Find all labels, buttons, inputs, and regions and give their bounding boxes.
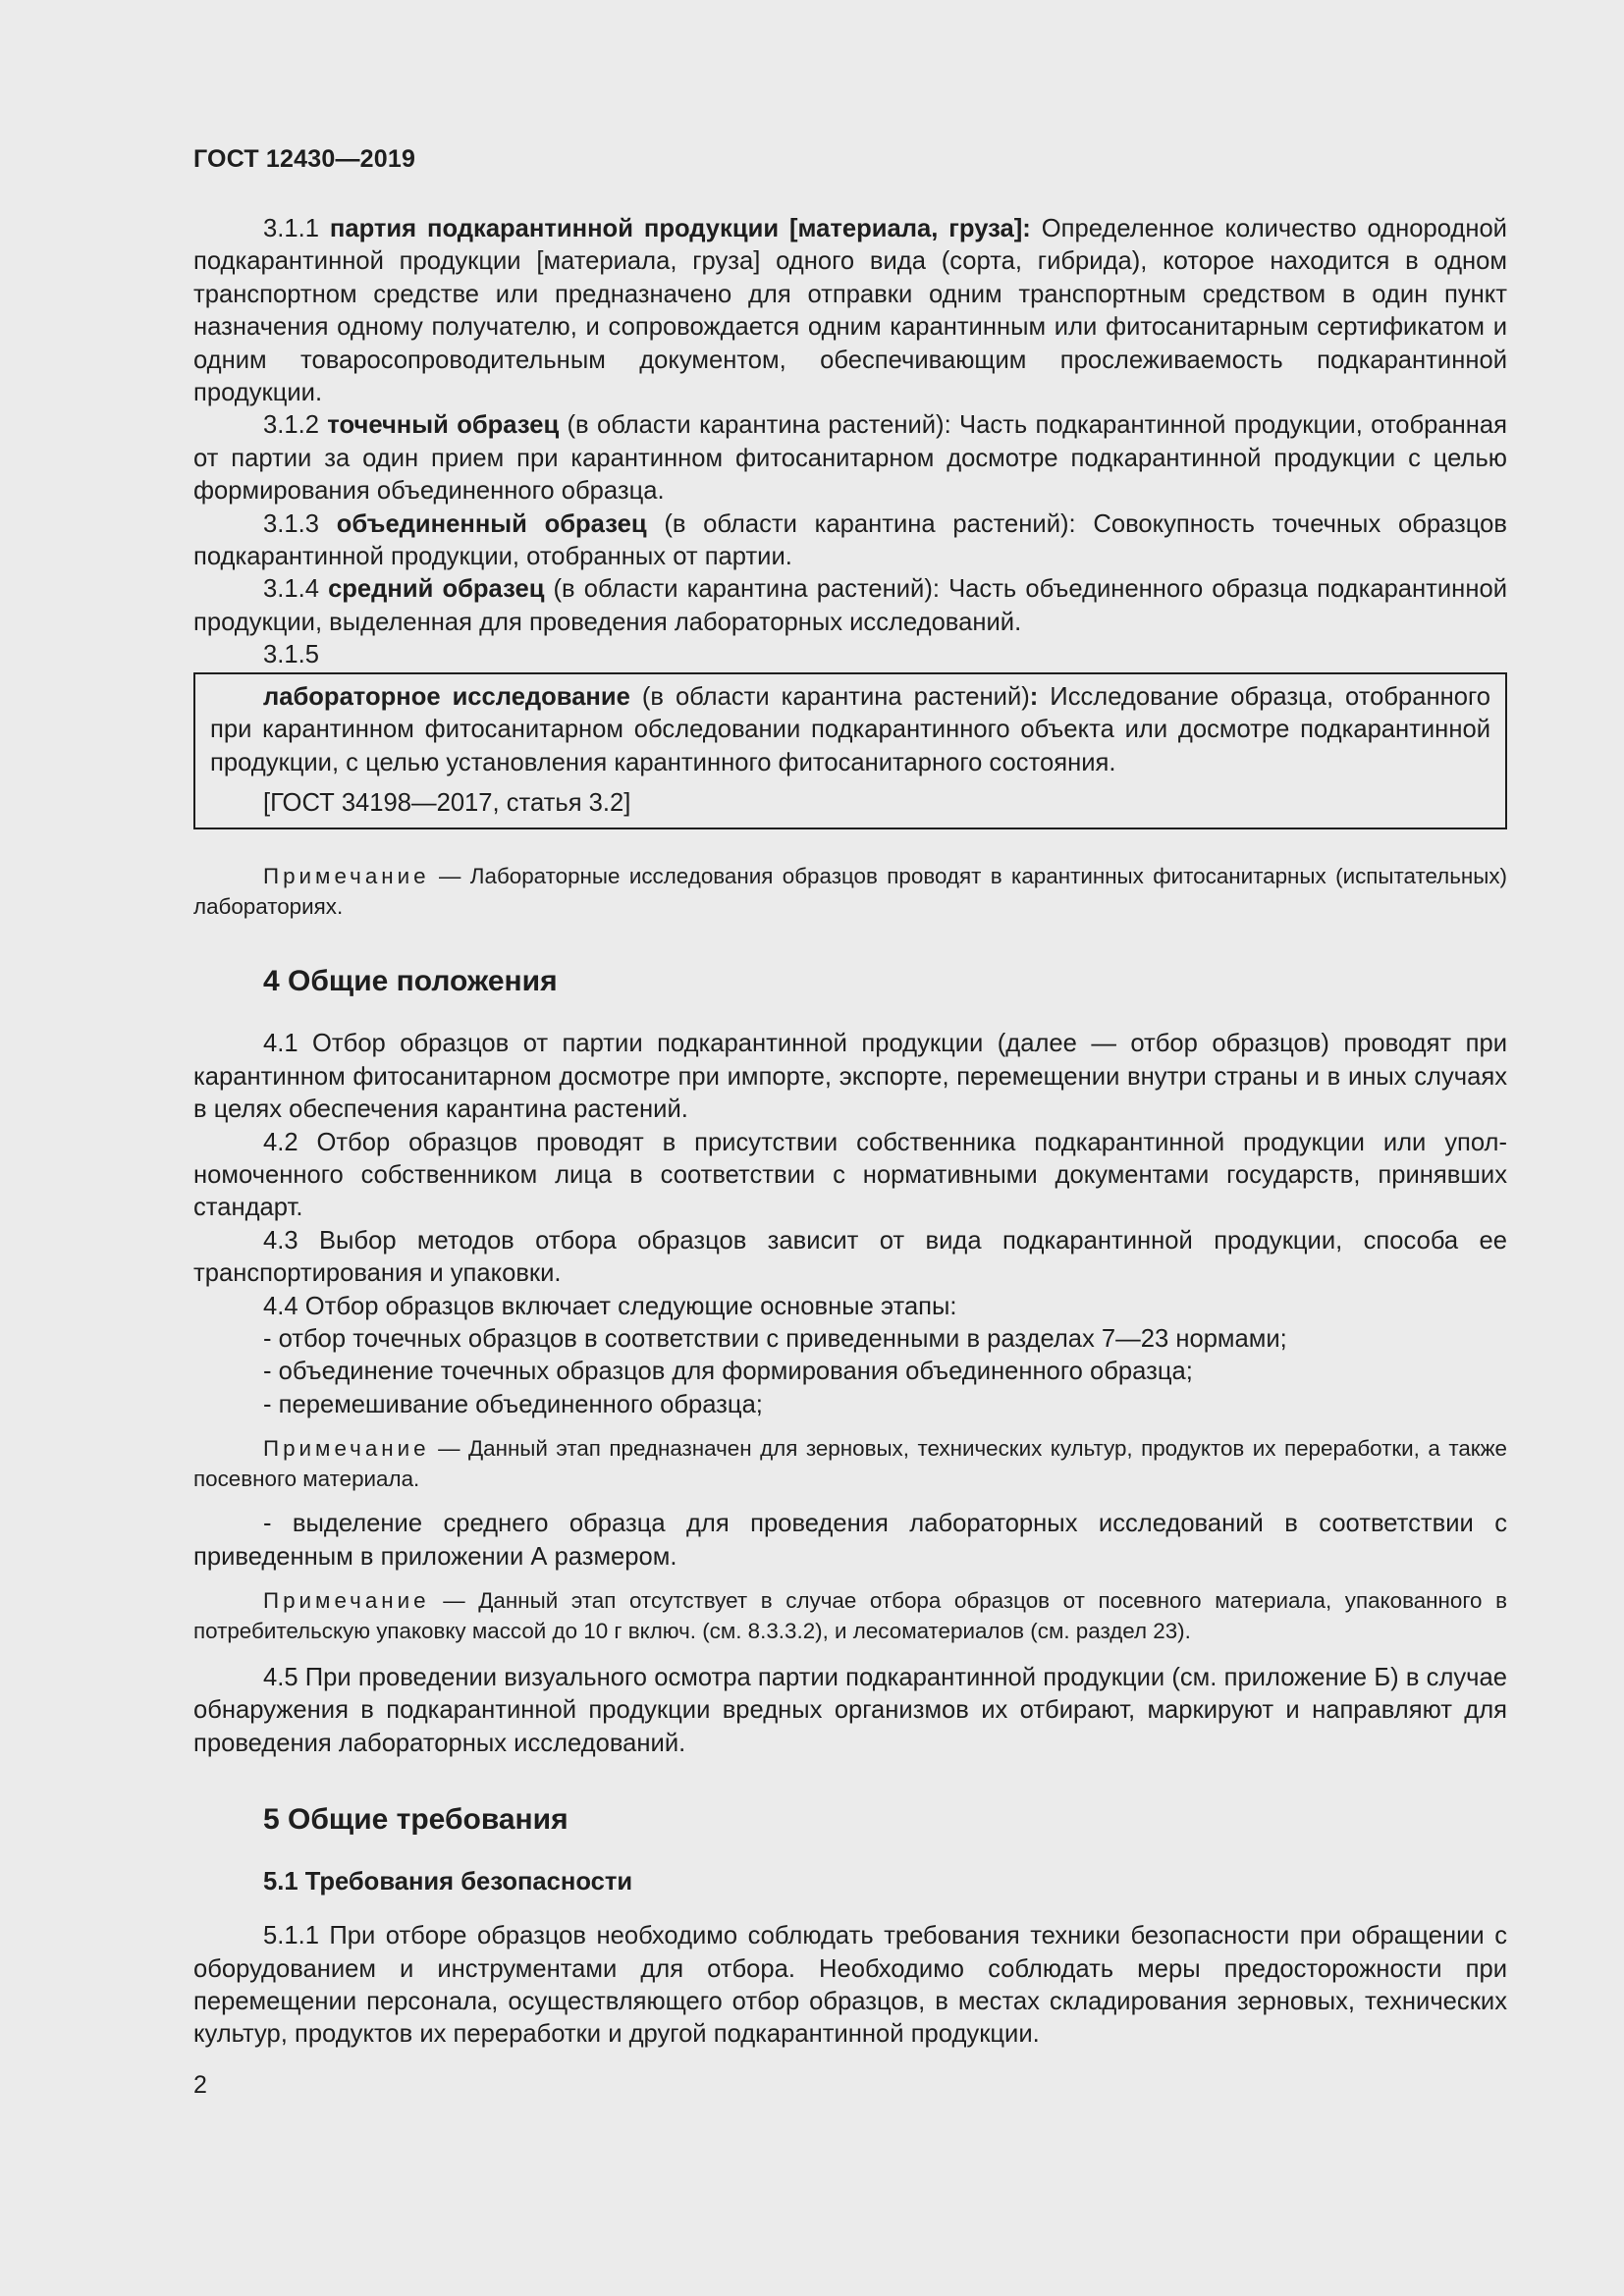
term-definition: Определенное количество однородной подкарантинной продукции [материала, груза] одного вида (сорта, гибрида), которое находится в одном транспортном средстве или предназначено для отправки одним транспортным средством в один пункт назначения одному получателю, и сопровождается одним карантинным или фитосанитарным сертификатом и одним товаросопроводительным документом, обеспечивающим прослеживаемость подкарантинной продукции.	[193, 215, 1507, 407]
note-label: Примечание	[263, 1588, 430, 1613]
list-item: - отбор точечных образцов в соответствии с приведенными в разделах 7—23 нормами;	[263, 1324, 1287, 1353]
term-source: [ГОСТ 34198—2017, статья 3.2]	[263, 788, 631, 817]
list-item: - объединение точечных образцов для формирования объединенного образца;	[263, 1358, 1193, 1386]
paragraph-4-2: 4.2 Отбор образцов проводят в присутствии собственника подкарантинной продукции или уполномоченного собственником лица в соответствии с нормативными документами государств, принявших стандарт.	[193, 1128, 1507, 1222]
term-name: партия подкарантинной продукции [материала, груза]:	[329, 215, 1031, 242]
list-item: - перемешивание объединенного образца;	[263, 1390, 763, 1418]
note	[193, 861, 1507, 922]
note-label: Примечание	[263, 864, 430, 889]
term-context: (в области карантина растений)	[629, 682, 1030, 711]
term-name: лабораторное исследование	[263, 682, 630, 711]
term-number: 3.1.3	[263, 509, 319, 538]
term-3-1-5	[210, 681, 1490, 779]
quoted-term-box	[193, 672, 1507, 830]
term-name: средний образец	[328, 575, 545, 604]
term-number: 3.1.1	[263, 215, 319, 242]
term-name: точечный образец	[327, 411, 560, 440]
note-text: — Данный этап отсутствует в случае отбора образцов от посевного материала, упакованного в потребительскую упаковку массой до 10 г включ. (см. 8.3.3.2), и лесоматериалов (см. раздел 23).	[193, 1588, 1507, 1643]
term-colon: :	[1029, 682, 1039, 711]
term-3-1-1	[193, 213, 1507, 409]
page-number: 2	[193, 2071, 207, 2099]
note	[193, 1433, 1507, 1494]
term-definition: Совокупность точечных образцов подкарантинной продукции, отобранных от партии.	[193, 509, 1507, 571]
term-context: (в области карантина растений):	[544, 575, 940, 604]
term-definition: Часть объединенного образца подкарантинной продукции, выделенная для проведения лабораторных исследований.	[193, 575, 1507, 636]
list-item: - выделение среднего образца для проведения лабораторных исследований в соответствии с приведенным в приложении А размером.	[193, 1510, 1507, 1571]
term-3-1-4	[193, 573, 1507, 639]
term-context: (в области карантина растений):	[559, 411, 951, 440]
paragraph-4-4: 4.4 Отбор образцов включает следующие основные этапы:	[263, 1292, 957, 1320]
subsection-heading-5-1: 5.1 Требования безопасности	[263, 1868, 633, 1896]
term-name: объединенный образец	[336, 509, 647, 538]
term-definition: Часть подкарантинной продукции, отобранная от партии за один прием при карантинном фитосанитарном досмотре подкарантинной продукции с целью формирования объединенного образца.	[193, 411, 1507, 506]
term-number: 3.1.2	[263, 411, 319, 440]
term-number: 3.1.4	[263, 575, 319, 604]
paragraph-4-3: 4.3 Выбор методов отбора образцов зависит от вида подкарантинной продукции, способа ее транспортирования и упаковки.	[193, 1226, 1507, 1288]
paragraph-4-5: 4.5 При проведении визуального осмотра партии подкарантинной продукции (см. приложение Б) в случае обнаружения в подкарантинной продукции вредных организмов их отбирают, маркируют и направляют для проведения лабораторных исследований.	[193, 1664, 1507, 1757]
note-label: Примечание	[263, 1436, 430, 1462]
term-3-1-3	[193, 508, 1507, 574]
section-heading-5: 5 Общие требования	[263, 1803, 568, 1837]
term-context: (в области карантина растений):	[646, 509, 1076, 538]
note-text: — Лабораторные исследования образцов проводят в карантинных фитосанитарных (испытательных) лабораториях.	[193, 864, 1507, 920]
note	[193, 1585, 1507, 1646]
paragraph-4-1: 4.1 Отбор образцов от партии подкарантинной продукции (далее — отбор образцов) проводят при карантинном фитосанитарном досмотре при импорте, экспорте, перемещении внутри страны и в иных случаях в целях обеспечения карантина растений.	[193, 1030, 1507, 1124]
term-3-1-5-number: 3.1.5	[263, 641, 319, 669]
note-text: — Данный этап предназначен для зерновых, технических культур, продуктов их переработки, а также посевного материала.	[193, 1436, 1507, 1492]
document-id: ГОСТ 12430—2019	[193, 145, 416, 173]
page-content	[193, 145, 1507, 2052]
term-3-1-2	[193, 409, 1507, 507]
paragraph-5-1-1: 5.1.1 При отборе образцов необходимо соблюдать требования техники безопасности при обращении с оборудованием и инструментами для отбора. Необходимо соблюдать меры предосторожности при перемещении персонала, осуществляющего отбор образцов, в местах складирования зерновых, технических культур, продуктов их переработки и другой подкарантинной продукции.	[193, 1922, 1507, 2049]
section-heading-4: 4 Общие положения	[263, 965, 558, 998]
term-definition: Исследование образца, отобранного при карантинном фитосанитарном обследовании подкарантинного объекта или досмотре подкарантинной продукции, с целью установления карантинного фитосанитарного состояния.	[210, 682, 1491, 776]
